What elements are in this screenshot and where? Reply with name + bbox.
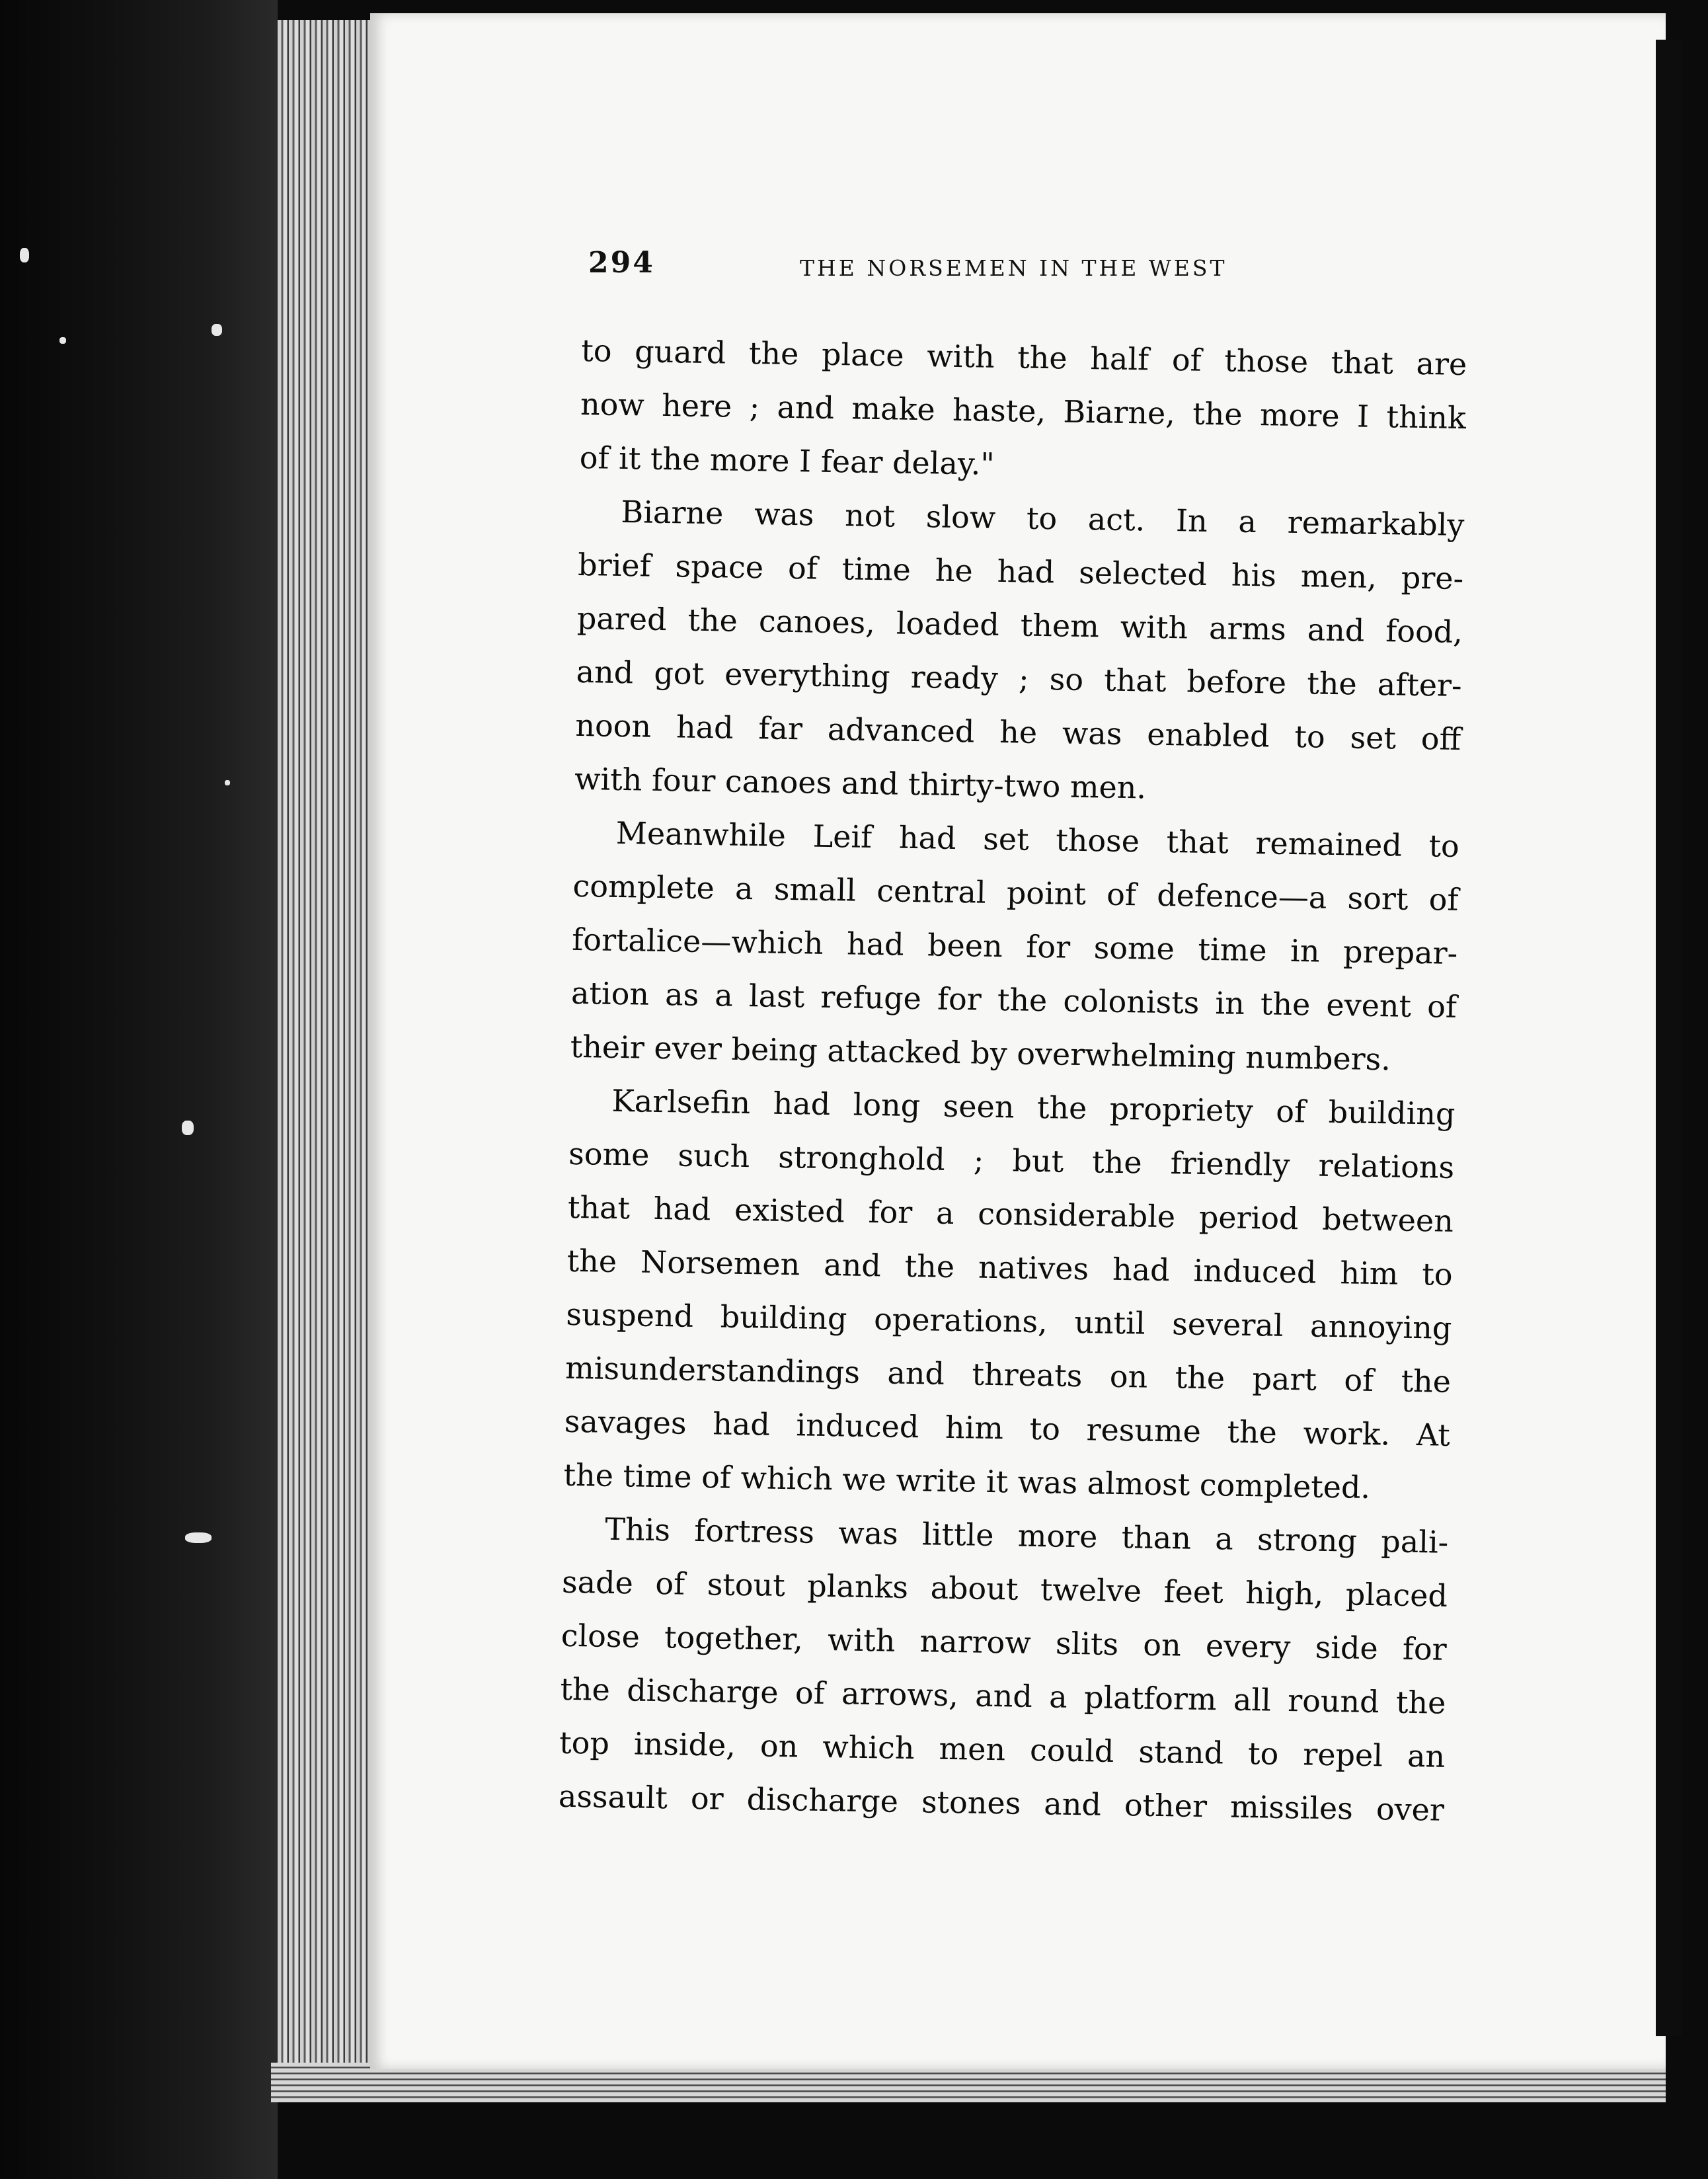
text-line: pared the canoes, loaded them with arms and food, [576, 600, 1463, 650]
body-text [558, 324, 1467, 1837]
text-line: now here ; and make haste, Biarne, the more I think [580, 385, 1467, 436]
text-line: of it the more I fear delay." [579, 439, 995, 482]
text-line: brief space of time he had selected his men, pre- [577, 546, 1464, 596]
text-line: complete a small central point of defence—a sort of [572, 867, 1459, 918]
text-line: misunderstandings and threats on the part of the [564, 1349, 1452, 1400]
text-line: that had existed for a considerable period between [567, 1189, 1454, 1239]
dark-scan-margin [0, 0, 278, 2179]
text-line: some such stronghold ; but the friendly relations [568, 1135, 1455, 1185]
text-line: Karlsefin had long seen the propriety of building [611, 1082, 1456, 1132]
dust-speck [212, 324, 222, 336]
text-line: Meanwhile Leif had set those that remained to [615, 814, 1460, 864]
text-line: the Norsemen and the natives had induced him to [566, 1242, 1454, 1292]
text-line: with four canoes and thirty-two men. [574, 760, 1147, 806]
text-line: close together, with narrow slits on every side for [561, 1617, 1448, 1667]
running-head: THE NORSEMEN IN THE WEST [800, 255, 1227, 281]
dust-speck [182, 1121, 194, 1135]
text-line: savages had induced him to resume the work. At [564, 1403, 1451, 1453]
text-line: noon had far advanced he was enabled to set off [575, 707, 1461, 757]
text-line: the discharge of arrows, and a platform all round the [560, 1671, 1446, 1721]
text-line: Biarne was not slow to act. In a remarkably [621, 493, 1465, 543]
dust-speck [59, 337, 66, 344]
text-line: to guard the place with the half of those that are [580, 332, 1467, 383]
text-line: assault or discharge stones and other missiles over [558, 1778, 1445, 1828]
text-line: sade of stout planks about twelve feet high, placed [561, 1564, 1448, 1614]
text-line: fortalice—which had been for some time in prepar- [571, 921, 1458, 971]
right-scan-border [1656, 40, 1682, 2036]
dust-speck [225, 780, 230, 785]
text-line: top inside, on which men could stand to repel an [559, 1724, 1446, 1774]
dust-speck [20, 248, 29, 262]
text-line: the time of which we write it was almost completed. [563, 1456, 1371, 1505]
text-line: This fortress was little more than a strong pali- [604, 1511, 1449, 1560]
page-header [588, 246, 1289, 299]
page-number: 294 [588, 246, 655, 280]
dust-speck [185, 1532, 212, 1543]
text-line: and got everything ready ; so that before the after- [576, 653, 1462, 703]
text-line: ation as a last refuge for the colonists in the event of [570, 974, 1457, 1025]
text-line: their ever being attacked by overwhelming numbers. [570, 1028, 1391, 1078]
text-line: suspend building operations, until several annoying [566, 1296, 1452, 1346]
